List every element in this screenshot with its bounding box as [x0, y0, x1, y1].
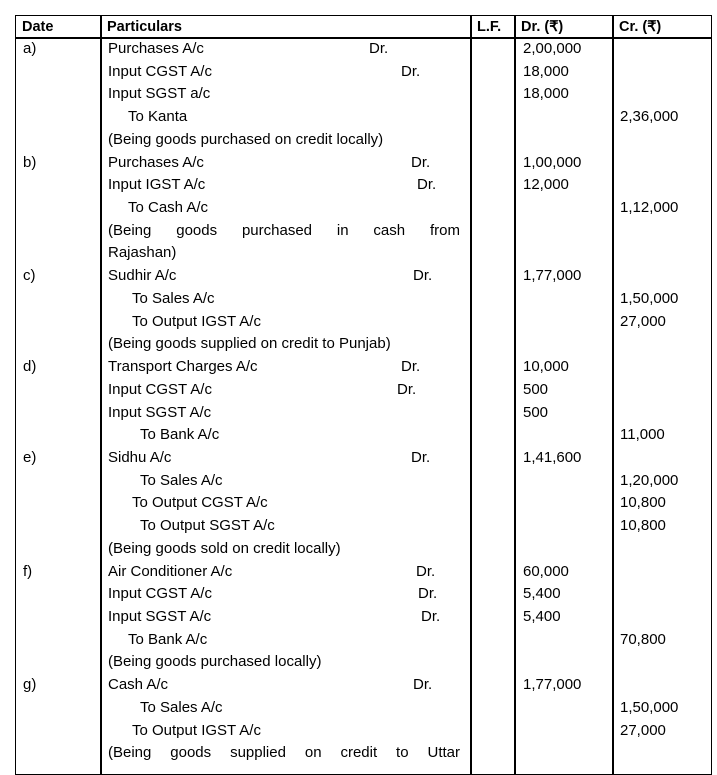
credit-amount: 1,50,000	[620, 698, 679, 716]
entry-label: f)	[23, 562, 33, 580]
particulars-text: Purchases A/c	[108, 153, 204, 171]
debit-amount: 1,00,000	[523, 153, 582, 171]
journal-row	[16, 265, 711, 288]
journal-row	[16, 333, 711, 356]
journal-row	[16, 720, 711, 743]
particulars-text: Rajashan)	[108, 244, 177, 262]
particulars-text: (Being goods supplied on credit to Uttar	[108, 744, 460, 762]
debit-marker: Dr.	[397, 380, 417, 398]
journal-row	[16, 424, 711, 447]
particulars-text: To Bank A/c	[140, 426, 220, 444]
journal-row	[16, 220, 711, 243]
journal-row	[16, 538, 711, 561]
journal-entries-table	[15, 15, 712, 775]
journal-row	[16, 470, 711, 493]
particulars-text: (Being goods purchased on credit locally)	[108, 130, 384, 148]
particulars-text: Input CGST A/c	[108, 380, 212, 398]
credit-amount: 27,000	[620, 721, 666, 739]
header-debit: Dr. (₹)	[521, 19, 564, 35]
credit-amount: 10,800	[620, 494, 666, 512]
credit-amount: 11,000	[620, 426, 665, 444]
debit-marker: Dr.	[413, 676, 433, 694]
particulars-text: To Output IGST A/c	[132, 312, 261, 330]
particulars-text: Input SGST A/c	[108, 403, 212, 421]
journal-row	[16, 447, 711, 470]
credit-amount: 70,800	[620, 630, 666, 648]
particulars-text: (Being goods sold on credit locally)	[108, 539, 341, 557]
particulars-text: Input SGST a/c	[108, 85, 211, 103]
journal-row	[16, 129, 711, 152]
journal-row	[16, 38, 711, 61]
journal-row	[16, 629, 711, 652]
debit-marker: Dr.	[416, 562, 436, 580]
debit-amount: 12,000	[523, 176, 569, 194]
particulars-text: To Sales A/c	[140, 698, 223, 716]
journal-row	[16, 561, 711, 584]
credit-amount: 1,12,000	[620, 199, 679, 217]
debit-amount: 5,400	[523, 608, 561, 625]
debit-amount: 60,000	[523, 562, 569, 580]
debit-marker: Dr.	[418, 585, 438, 603]
debit-marker: Dr.	[411, 448, 431, 466]
journal-row	[16, 651, 711, 674]
debit-amount: 10,000	[523, 358, 569, 376]
particulars-text: Sudhir A/c	[108, 267, 177, 285]
journal-row	[16, 402, 711, 425]
journal-row	[16, 288, 711, 311]
header-lf: L.F.	[477, 19, 502, 35]
particulars-text: To Kanta	[128, 108, 188, 126]
debit-amount: 500	[523, 403, 549, 421]
debit-marker: Dr.	[401, 358, 421, 376]
journal-row	[16, 197, 711, 220]
particulars-text: Air Conditioner A/c	[108, 562, 233, 580]
journal-row	[16, 515, 711, 538]
particulars-text: (Being goods purchased in cash from	[108, 221, 460, 239]
credit-amount: 1,20,000	[620, 471, 679, 489]
entry-label: b)	[23, 153, 37, 171]
journal-row	[16, 674, 711, 697]
debit-marker: Dr.	[369, 40, 389, 57]
journal-row	[16, 311, 711, 334]
journal-row	[16, 697, 711, 720]
particulars-text: Input SGST A/c	[108, 608, 212, 625]
entry-label: g)	[23, 676, 37, 694]
particulars-text: Purchases A/c	[108, 40, 204, 57]
journal-row	[16, 61, 711, 84]
particulars-text: Transport Charges A/c	[108, 358, 258, 376]
journal-row	[16, 83, 711, 106]
debit-marker: Dr.	[413, 267, 433, 285]
debit-amount: 5,400	[523, 585, 561, 603]
credit-amount: 27,000	[620, 312, 666, 330]
debit-marker: Dr.	[417, 176, 437, 194]
entry-label: c)	[23, 267, 36, 285]
header-credit: Cr. (₹)	[619, 19, 662, 35]
journal-row	[16, 106, 711, 129]
journal-row	[16, 492, 711, 515]
entry-label: a)	[23, 40, 37, 57]
particulars-text: To Cash A/c	[128, 199, 209, 217]
journal-row	[16, 583, 711, 606]
credit-amount: 10,800	[620, 517, 666, 535]
journal-row	[16, 379, 711, 402]
particulars-text: To Sales A/c	[132, 289, 215, 307]
debit-marker: Dr.	[411, 153, 431, 171]
debit-amount: 500	[523, 380, 549, 398]
debit-amount: 1,77,000	[523, 267, 582, 285]
journal-row	[16, 242, 711, 265]
particulars-text: To Output CGST A/c	[132, 494, 268, 512]
particulars-text: To Sales A/c	[140, 471, 223, 489]
particulars-text: (Being goods purchased locally)	[108, 653, 322, 671]
particulars-text: Input CGST A/c	[108, 62, 212, 80]
journal-row	[16, 356, 711, 379]
particulars-text: Cash A/c	[108, 676, 169, 694]
debit-amount: 18,000	[523, 62, 569, 80]
credit-amount: 2,36,000	[620, 108, 679, 126]
debit-amount: 18,000	[523, 85, 569, 103]
debit-amount: 2,00,000	[523, 40, 582, 57]
journal-row	[16, 174, 711, 197]
header-date: Date	[22, 19, 54, 35]
particulars-text: (Being goods supplied on credit to Punjab)	[108, 335, 391, 353]
debit-amount: 1,77,000	[523, 676, 582, 694]
particulars-text: To Output SGST A/c	[140, 517, 275, 535]
particulars-text: To Bank A/c	[128, 630, 208, 648]
particulars-text: To Output IGST A/c	[132, 721, 261, 739]
journal-row	[16, 152, 711, 175]
credit-amount: 1,50,000	[620, 289, 679, 307]
journal-row	[16, 606, 711, 629]
entry-label: e)	[23, 448, 37, 466]
debit-marker: Dr.	[401, 62, 421, 80]
entry-label: d)	[23, 358, 37, 376]
particulars-text: Input IGST A/c	[108, 176, 206, 194]
debit-marker: Dr.	[421, 608, 441, 625]
header-particulars: Particulars	[107, 19, 182, 35]
debit-amount: 1,41,600	[523, 448, 582, 466]
particulars-text: Sidhu A/c	[108, 448, 172, 466]
particulars-text: Input CGST A/c	[108, 585, 212, 603]
journal-row	[16, 742, 711, 765]
